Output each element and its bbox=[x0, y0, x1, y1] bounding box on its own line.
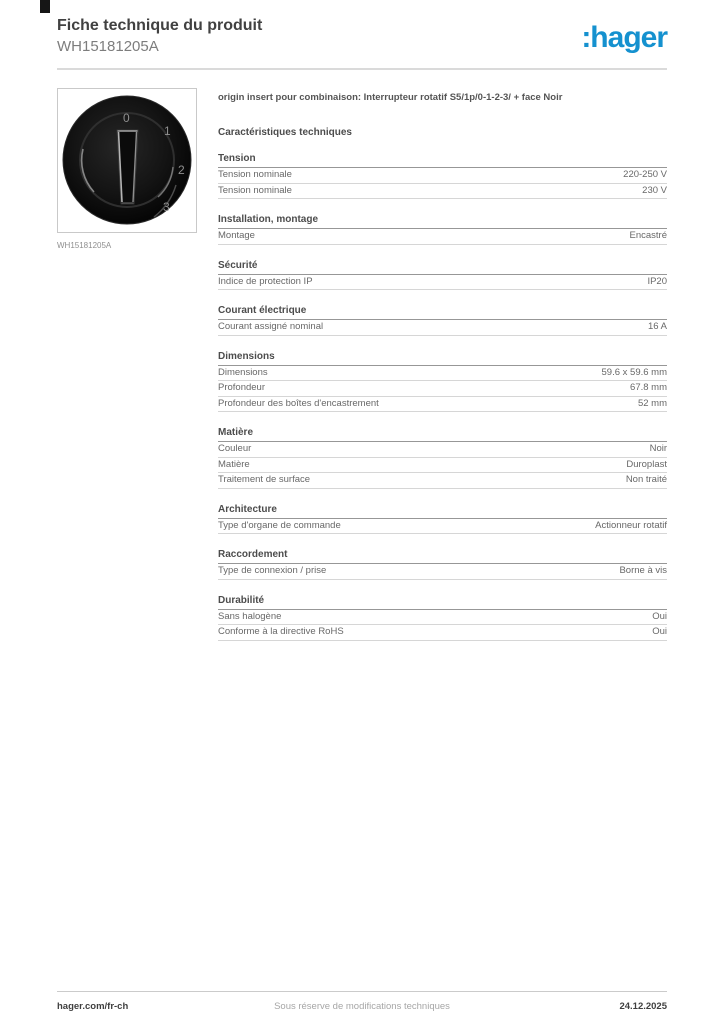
spec-row bbox=[218, 229, 667, 245]
spec-row-label: Dimensions bbox=[218, 366, 268, 378]
product-image-caption: WH15181205A bbox=[57, 241, 112, 250]
spec-row-label: Tension nominale bbox=[218, 169, 292, 180]
rotary-knob-illustration bbox=[58, 89, 196, 232]
spec-row-label: Conforme à la directive RoHS bbox=[218, 626, 344, 637]
spec-row-label: Matière bbox=[218, 458, 250, 470]
footer-disclaimer: Sous réserve de modifications techniques bbox=[274, 1001, 450, 1012]
spec-row bbox=[218, 275, 667, 291]
spec-row-value: 67.8 mm bbox=[630, 382, 667, 393]
spec-row bbox=[218, 442, 667, 458]
spec-row-value: Noir bbox=[649, 443, 667, 454]
spec-row-value: Non traité bbox=[625, 474, 667, 485]
spec-section-title: Tension bbox=[218, 153, 667, 168]
footer-website: hager.com/fr-ch bbox=[57, 1001, 129, 1012]
knob-position-2: 2 bbox=[178, 163, 185, 177]
spec-section bbox=[218, 351, 667, 413]
spec-row-value: 59.6 x 59.6 mm bbox=[601, 366, 667, 378]
product-description: origin insert pour combinaison: Interrupteur rotatif S5/1p/0-1-2-3/ + face Noir bbox=[218, 92, 563, 103]
spec-row-label: Tension nominale bbox=[218, 184, 292, 196]
spec-sections bbox=[218, 153, 667, 641]
spec-row bbox=[218, 610, 667, 626]
specs-column bbox=[218, 88, 667, 641]
spec-section-title: Durabilité bbox=[218, 595, 667, 610]
spec-row-value: Oui bbox=[652, 626, 667, 637]
corner-mark bbox=[40, 0, 50, 13]
knob-position-0: 0 bbox=[123, 111, 130, 125]
spec-row-value: 230 V bbox=[642, 184, 667, 196]
spec-section bbox=[218, 427, 667, 489]
knob-position-1: 1 bbox=[164, 124, 171, 138]
spec-row-value: 52 mm bbox=[637, 397, 667, 409]
footer-date: 24.12.2025 bbox=[619, 1001, 667, 1012]
spec-row-value: 16 A bbox=[647, 321, 667, 332]
spec-row bbox=[218, 625, 667, 641]
spec-section-title: Matière bbox=[218, 427, 667, 442]
spec-section bbox=[218, 260, 667, 291]
spec-row-label: Couleur bbox=[218, 443, 252, 454]
spec-row-label: Traitement de surface bbox=[218, 474, 311, 485]
spec-row-value: Oui bbox=[652, 610, 667, 622]
spec-section-title: Architecture bbox=[218, 504, 667, 519]
spec-row-label: Indice de protection IP bbox=[218, 275, 313, 287]
spec-row bbox=[218, 473, 667, 489]
spec-section bbox=[218, 595, 667, 641]
header-divider bbox=[57, 68, 667, 70]
spec-section-title: Dimensions bbox=[218, 351, 667, 366]
spec-section bbox=[218, 549, 667, 580]
spec-section-title: Raccordement bbox=[218, 549, 667, 564]
spec-section bbox=[218, 305, 667, 336]
spec-row bbox=[218, 381, 667, 397]
spec-section bbox=[218, 153, 667, 199]
spec-row-label: Profondeur bbox=[218, 382, 266, 393]
content bbox=[57, 88, 667, 641]
hager-logo: :hager bbox=[581, 21, 667, 54]
spec-row-value: Actionneur rotatif bbox=[595, 519, 667, 531]
spec-row-label: Type de connexion / prise bbox=[218, 565, 327, 576]
product-image-column bbox=[57, 88, 197, 641]
spec-section-title: Installation, montage bbox=[218, 214, 667, 229]
page-header bbox=[57, 17, 667, 55]
spec-row-value: Encastré bbox=[629, 230, 667, 241]
spec-row-value: Duroplast bbox=[626, 458, 667, 470]
spec-row bbox=[218, 168, 667, 184]
spec-row-label: Montage bbox=[218, 230, 255, 241]
knob-position-3: 3 bbox=[163, 200, 170, 214]
spec-row-label: Sans halogène bbox=[218, 610, 282, 622]
spec-section bbox=[218, 504, 667, 535]
spec-row bbox=[218, 184, 667, 200]
spec-row-label: Type d'organe de commande bbox=[218, 519, 341, 531]
characteristics-title: Caractéristiques techniques bbox=[218, 127, 352, 138]
spec-row bbox=[218, 366, 667, 382]
page-title: Fiche technique du produit bbox=[57, 17, 263, 34]
product-image bbox=[57, 88, 197, 233]
spec-row bbox=[218, 458, 667, 474]
spec-row-label: Courant assigné nominal bbox=[218, 321, 324, 332]
spec-row-value: 220-250 V bbox=[623, 169, 667, 180]
spec-row-label: Profondeur des boîtes d'encastrement bbox=[218, 397, 379, 409]
spec-section-title: Sécurité bbox=[218, 260, 667, 275]
spec-section-title: Courant électrique bbox=[218, 305, 667, 320]
spec-row bbox=[218, 320, 667, 336]
spec-row-value: IP20 bbox=[647, 275, 667, 287]
spec-row bbox=[218, 397, 667, 413]
spec-row-value: Borne à vis bbox=[619, 565, 667, 576]
product-reference: WH15181205A bbox=[57, 38, 159, 55]
spec-row bbox=[218, 519, 667, 535]
spec-row bbox=[218, 564, 667, 580]
page-footer bbox=[57, 991, 667, 1022]
spec-section bbox=[218, 214, 667, 245]
